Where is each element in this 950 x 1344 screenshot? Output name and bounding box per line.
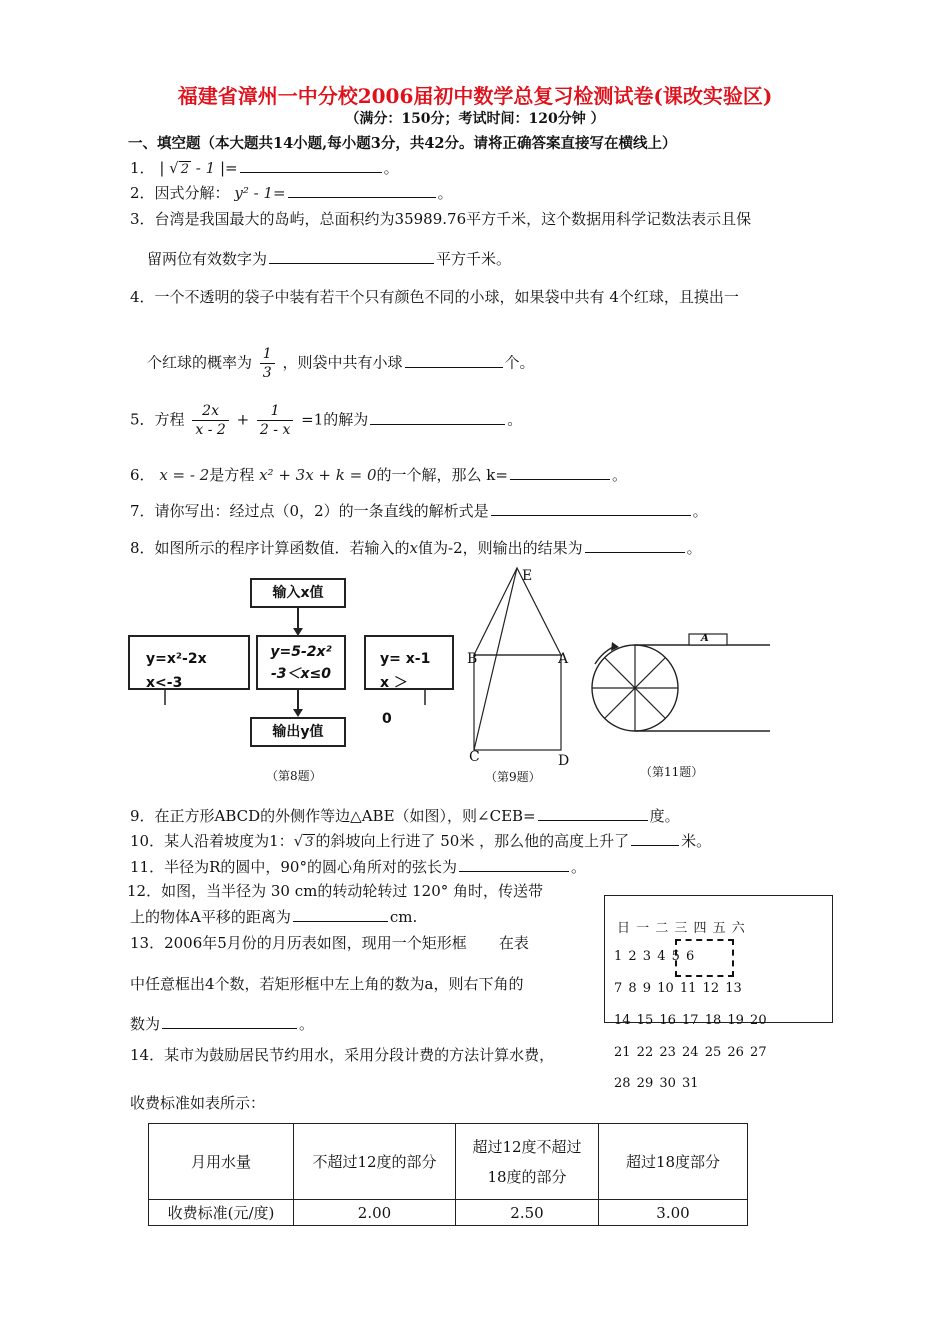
sqrt-expression: √ 2 - 1 (169, 159, 216, 177)
segment-ec (474, 568, 517, 750)
exam-info: （满分：150分；考试时间：120分钟 ） (345, 111, 605, 127)
question-2: 2．因式分解： y² - 1= 。 (130, 184, 453, 202)
figure-11-caption: （第11题） (640, 765, 704, 779)
table-header-cell: 月用水量 (149, 1124, 294, 1200)
page-title: 福建省漳州一中分校2006届初中数学总复习检测试卷(课改实验区) (177, 84, 773, 108)
figure-9-caption: （第9题） (485, 770, 541, 784)
figure-8-caption: （第8题） (266, 769, 322, 783)
answer-blank[interactable] (288, 184, 436, 198)
table-cell: 2.50 (456, 1200, 599, 1226)
middle-branch-box: y=5-2x² -3＜x≤0 (256, 635, 346, 690)
answer-blank[interactable] (269, 250, 434, 264)
question-14-line2: 收费标准如表所示： (130, 1094, 266, 1112)
label-D: D (558, 753, 570, 769)
question-number: 1． (130, 159, 155, 177)
question-13-line2: 中任意框出4个数，若矩形框中左上角的数为a，则右下角的 (130, 975, 524, 993)
question-9: 9．在正方形ABCD的外侧作等边△ABE（如图），则∠CEB= 度。 (130, 807, 680, 825)
fraction: $\frac{1}{3}$ (260, 345, 275, 382)
answer-blank[interactable] (585, 539, 685, 553)
triangle-abe (474, 568, 561, 655)
calendar-row: 21 22 23 24 25 26 27 (614, 1045, 767, 1060)
abs-bar-left: | (159, 159, 165, 177)
table-cell: 2.00 (294, 1200, 456, 1226)
answer-blank[interactable] (538, 807, 648, 821)
answer-blank[interactable] (631, 832, 679, 846)
calendar-row: 14 15 16 17 18 19 20 (614, 1013, 767, 1028)
answer-blank[interactable] (491, 502, 691, 516)
answer-blank[interactable] (405, 354, 503, 368)
block-label: A (701, 633, 709, 644)
right-branch-box: y= x-1 x ＞ (364, 635, 454, 690)
expression: y² - 1= (234, 184, 286, 202)
answer-blank[interactable] (240, 159, 382, 173)
question-7: 7．请你写出：经过点（0，2）的一条直线的解析式是 。 (130, 502, 708, 520)
question-13-line1: 13．2006年5月份的月历表如图，现用一个矩形框 在表 (130, 934, 529, 952)
table-row (149, 1124, 748, 1200)
table-cell: 收费标准(元/度) (149, 1200, 294, 1226)
answer-blank[interactable] (293, 908, 388, 922)
label-E: E (522, 568, 533, 584)
question-10: 10．某人沿着坡度为1：√ 3 的斜坡向上行进了 50米 ，那么他的高度上升了 米。 (130, 832, 712, 850)
calendar-row: 7 8 9 10 11 12 13 (614, 981, 742, 996)
calendar-row: 1 2 3 4 5 6 (614, 949, 695, 964)
right-branch-overflow: 0 (382, 711, 392, 727)
fee-table (148, 1123, 748, 1226)
question-14-line1: 14．某市为鼓励居民节约用水，采用分段计费的方法计算水费， (130, 1046, 555, 1064)
answer-blank[interactable] (459, 858, 569, 872)
calendar-row: 28 29 30 31 (614, 1076, 699, 1091)
question-3-line1: 3．台湾是我国最大的岛屿，总面积约为35989.76平方千米，这个数据用科学记数法表示且保 (130, 210, 752, 228)
selection-frame (675, 939, 734, 977)
arrowhead (293, 709, 303, 717)
label-A: A (558, 651, 569, 667)
square-triangle-figure (460, 560, 590, 760)
question-13-line3: 数为 。 (130, 1015, 315, 1033)
question-6: 6． x = - 2是方程 x² + 3x + k = 0的一个解，那么 k= 。 (130, 466, 627, 484)
table-row (149, 1200, 748, 1226)
conveyor-wheel-figure (585, 628, 785, 738)
fraction: $\frac{2x}{x - 2}$ (192, 402, 228, 439)
square-abcd (474, 655, 561, 750)
answer-blank[interactable] (162, 1015, 297, 1029)
answer-blank[interactable] (370, 411, 505, 425)
table-header-cell: 超过12度不超过 18度的部分 (456, 1124, 599, 1200)
question-3-line2: 留两位有效数字为 平方千米。 (147, 250, 512, 268)
output-box: 输出y值 (250, 717, 346, 747)
question-11: 11．半径为R的圆中，90°的圆心角所对的弦长为 。 (130, 858, 586, 876)
question-12-line2: 上的物体A平移的距离为 cm. (130, 908, 418, 926)
question-8: 8．如图所示的程序计算函数值．若输入的x值为-2，则输出的结果为 。 (130, 539, 702, 557)
calendar-header: 日 一 二 三 四 五 六 (617, 921, 745, 936)
abs-bar-right: | (219, 159, 226, 177)
question-5: 5．方程 $\frac{2x}{x - 2}$ + $\frac{1}{2 - x}$ =1的解为 。 (130, 403, 523, 438)
table-cell: 3.00 (599, 1200, 748, 1226)
fraction: $\frac{1}{2 - x}$ (257, 402, 293, 439)
question-4-line1: 4．一个不透明的袋子中装有若干个只有颜色不同的小球，如果袋中共有 4个红球，且摸出一 (130, 288, 739, 306)
question-1: 1． | √ 2 - 1 |= 。 (130, 159, 399, 177)
label-C: C (469, 749, 480, 765)
input-box: 输入x值 (250, 578, 346, 608)
table-header-cell: 超过18度部分 (599, 1124, 748, 1200)
question-12-line1: 12．如图，当半径为 30 cm的转动轮转过 120° 角时，传送带 (127, 882, 544, 900)
section-heading: 一、填空题（本大题共14小题,每小题3分，共42分。请将正确答案直接写在横线上） (128, 135, 677, 152)
answer-blank[interactable] (510, 466, 610, 480)
left-branch-box: y=x²-2x x<-3 (128, 635, 250, 690)
label-B: B (467, 651, 478, 667)
table-header-cell: 不超过12度的部分 (294, 1124, 456, 1200)
question-4-line2: 个红球的概率为 $\frac{1}{3}$ ，则袋中共有小球 个。 (147, 346, 535, 381)
